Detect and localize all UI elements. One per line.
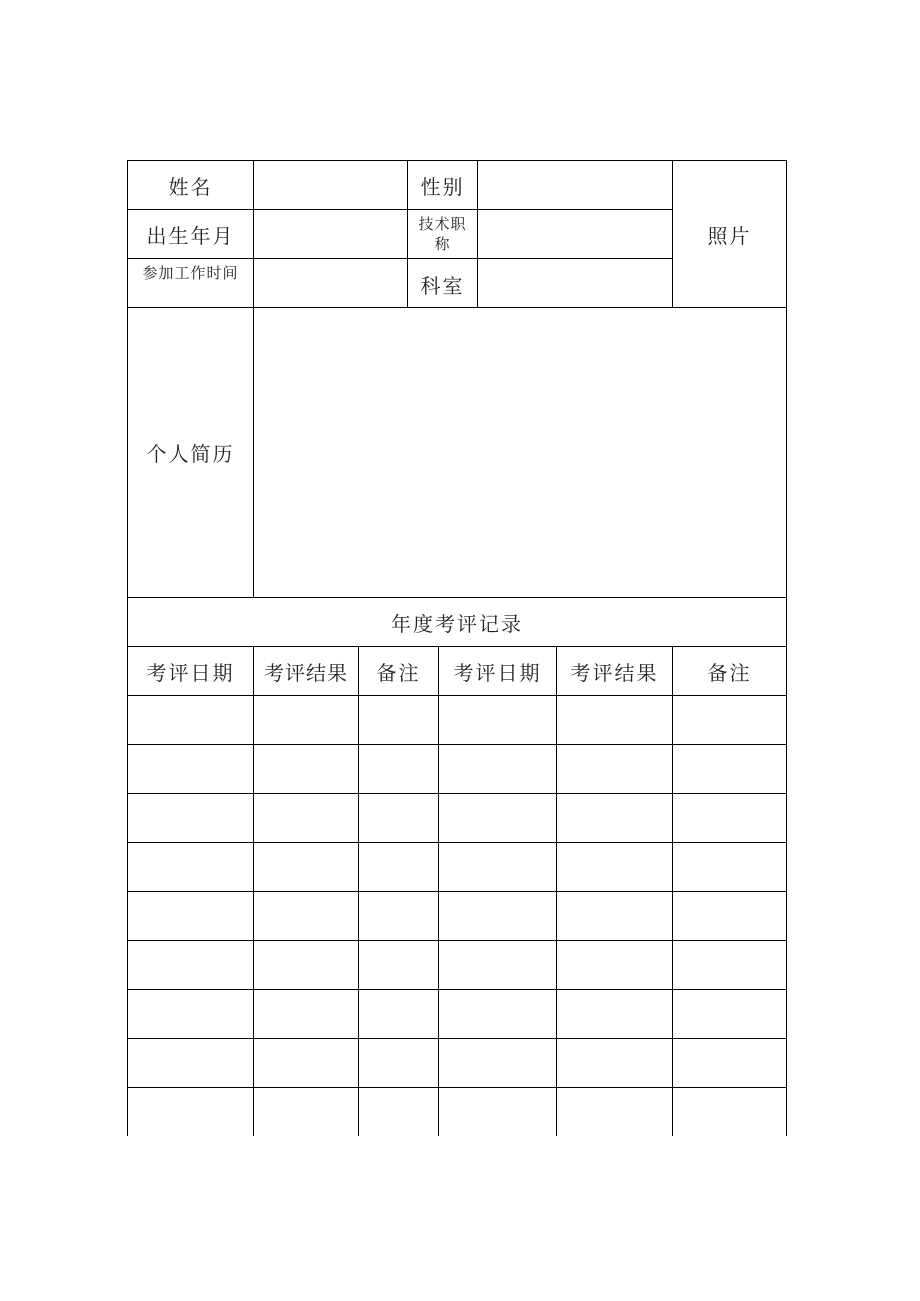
photo-label: 照片 [707, 223, 752, 248]
rule [127, 744, 787, 745]
rule [253, 646, 254, 1136]
title-label [408, 210, 477, 258]
work-start-label: 参加工作时间 [142, 264, 239, 282]
col-review-result: 考评结果 [570, 660, 659, 685]
rule [127, 940, 787, 941]
title-label-line2: 称 [434, 235, 451, 253]
rule [477, 160, 478, 307]
rule [127, 1038, 787, 1039]
rule [253, 160, 254, 597]
rule [127, 793, 787, 794]
rule [127, 695, 787, 696]
rule [358, 646, 359, 1136]
rule [127, 989, 787, 990]
rule [127, 842, 787, 843]
rule [127, 258, 673, 259]
rule [127, 1087, 787, 1088]
birth-label: 出生年月 [146, 223, 235, 248]
title-label-line1: 技术职 [418, 215, 467, 233]
resume-label: 个人简历 [146, 442, 235, 466]
rule [438, 646, 439, 1136]
col-remarks: 备注 [707, 660, 752, 685]
col-review-date: 考评日期 [146, 660, 235, 685]
name-label: 姓名 [168, 174, 213, 199]
col-remarks: 备注 [376, 660, 421, 685]
gender-label: 性别 [420, 174, 465, 199]
rule [786, 160, 787, 1136]
col-review-date: 考评日期 [453, 660, 542, 685]
record-title: 年度考评记录 [391, 611, 523, 636]
rule [672, 646, 673, 1136]
department-label: 科室 [420, 274, 465, 298]
rule [556, 646, 557, 1136]
col-review-result: 考评结果 [264, 660, 348, 685]
rule [127, 891, 787, 892]
